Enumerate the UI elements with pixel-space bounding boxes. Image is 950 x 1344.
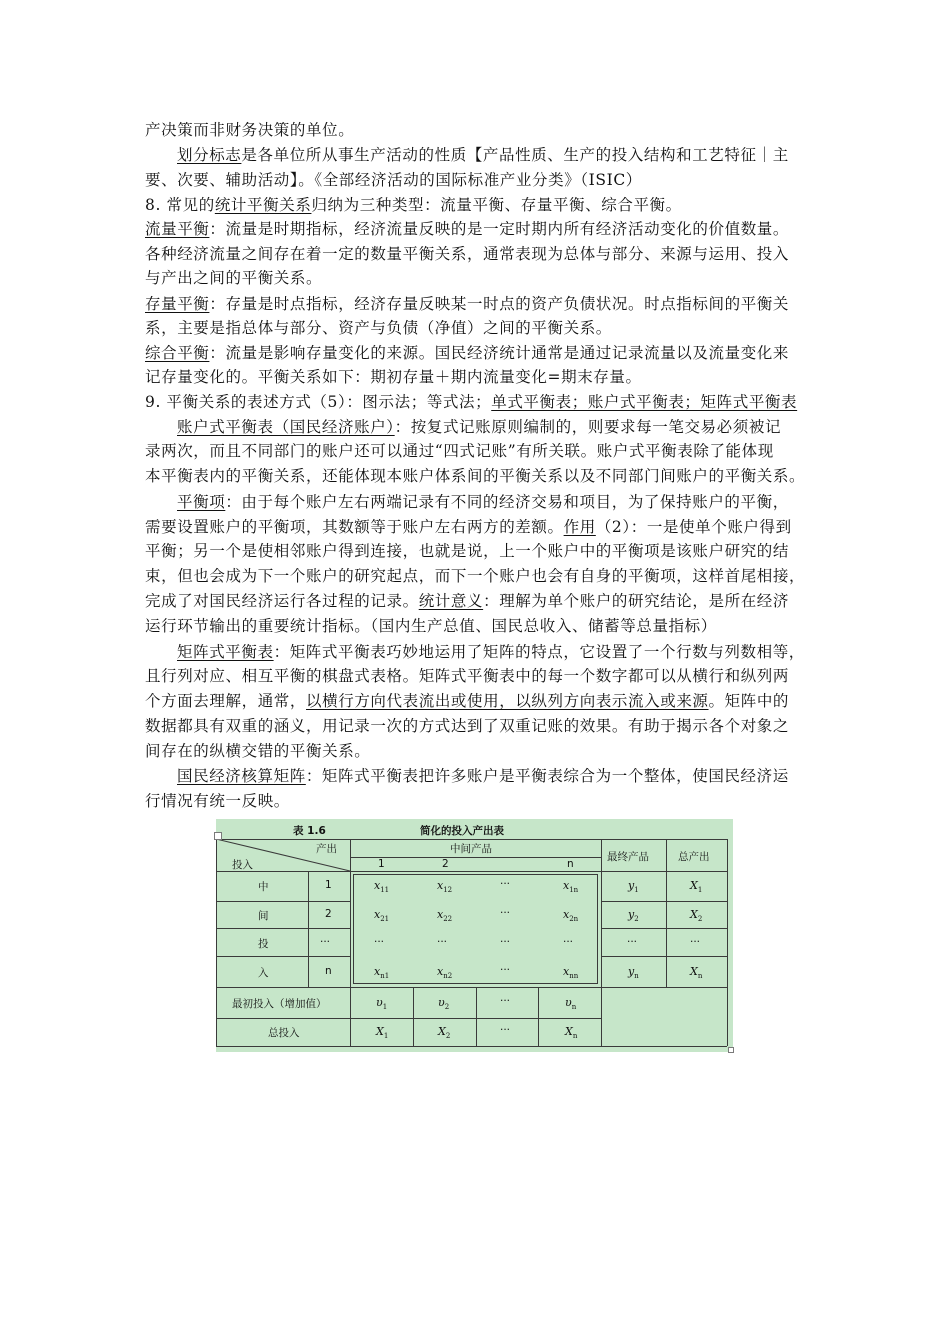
text-line: 系，主要是指总体与部分、资产与负债（净值）之间的平衡关系。 — [145, 319, 612, 337]
term-row-column-meaning: 以横行方向代表流出或使用，以纵列方向表示流入或来源 — [306, 692, 709, 710]
row-index: 1 — [325, 879, 332, 891]
corner-input-label: 投入 — [232, 859, 253, 871]
table-rule — [538, 987, 539, 1046]
term-matrix-balance-table: 矩阵式平衡表 — [177, 643, 274, 661]
table-rule — [601, 928, 727, 929]
cell-xn1: $x_{n1}$ — [374, 965, 390, 981]
total-output-header: 总产出 — [678, 851, 710, 863]
intermediate-products-header: 中间产品 — [450, 843, 492, 855]
term-stock-balance: 存量平衡 — [145, 295, 210, 313]
text-line: 记存量变化的。平衡关系如下：期初存量＋期内流量变化=期末存量。 — [145, 368, 642, 386]
table-rule — [216, 928, 351, 929]
text-line: 平衡；另一个是使相邻账户得到连接，也就是说，上一个账户中的平衡项是该账户研究的结 — [145, 542, 790, 560]
text-line: 8. 常见的统计平衡关系归纳为三种类型：流量平衡、存量平衡、综合平衡。 — [145, 196, 682, 214]
text-line: 且行列对应、相互平衡的棋盘式表格。矩阵式平衡表中的每一个数字都可以从横行和纵列两 — [145, 667, 790, 685]
cell-dots: ··· — [690, 936, 701, 948]
cell-tX1: $X_1$ — [376, 1025, 389, 1041]
term-balance-table-types: 单式平衡表；账户式平衡表；矩阵式平衡表 — [491, 393, 798, 411]
text-line: 账户式平衡表（国民经济账户）：按复式记账原则编制的，则要求每一笔交易必须被记 — [177, 418, 782, 436]
cell-dots: ··· — [500, 964, 511, 976]
table-rule — [308, 871, 309, 987]
table-rule — [216, 901, 351, 902]
cell-y2: $y_2$ — [628, 908, 639, 924]
cell-dots: ··· — [500, 936, 511, 948]
matrix-frame — [353, 874, 598, 984]
cell-dots: ··· — [500, 1024, 511, 1036]
cell-X2: $X_2$ — [690, 908, 703, 924]
corner-output-label: 产出 — [316, 843, 337, 855]
table-rule — [216, 987, 727, 988]
text-line: 个方面去理解，通常，以横行方向代表流出或使用，以纵列方向表示流入或来源。矩阵中的 — [145, 692, 790, 710]
cell-x22: $x_{22}$ — [437, 908, 453, 924]
row-index: ··· — [320, 936, 331, 948]
cell-xn2: $x_{n2}$ — [437, 965, 453, 981]
table-rule — [727, 839, 728, 1046]
row-group-char: 投 — [258, 938, 269, 950]
text-line: 流量平衡：流量是时期指标，经济流量反映的是一定时期内所有经济活动变化的价值数量。 — [145, 220, 790, 238]
text-line: 本平衡表内的平衡关系，还能体现本账户体系间的平衡关系以及不同部门间账户的平衡关系。 — [145, 467, 806, 485]
text-line: 划分标志是各单位所从事生产活动的性质【产品性质、生产的投入结构和工艺特征｜主 — [177, 146, 789, 164]
cell-dots: ··· — [563, 936, 574, 948]
col-header-1: 1 — [378, 858, 385, 870]
cell-dots: ··· — [500, 878, 511, 890]
final-products-header: 最终产品 — [607, 851, 649, 863]
text-line: 束，但也会成为下一个账户的研究起点，而下一个账户也会有自身的平衡项，这样首尾相接， — [145, 567, 806, 585]
cell-tXn: $X_n$ — [565, 1025, 578, 1041]
term-classification-mark: 划分标志 — [177, 146, 242, 164]
text-line: 录两次，而且不同部门的账户还可以通过“四式记账”有所关联。账户式平衡表除了能体现 — [145, 442, 774, 460]
row-group-char: 入 — [258, 967, 269, 979]
cell-v1: $\upsilon_1$ — [376, 996, 388, 1012]
term-account-balance-table: 账户式平衡表（国民经济账户） — [177, 418, 395, 436]
input-output-table — [216, 819, 733, 1052]
term-national-accounts-matrix: 国民经济核算矩阵 — [177, 767, 306, 785]
cell-dots: ··· — [500, 907, 511, 919]
cell-dots: ··· — [627, 936, 638, 948]
row-group-char: 间 — [258, 910, 269, 922]
cell-xnn: $x_{nn}$ — [563, 965, 579, 981]
table-rule — [413, 987, 414, 1046]
cell-dots: ··· — [500, 995, 511, 1007]
term-comprehensive-balance: 综合平衡 — [145, 344, 210, 362]
table-rule — [601, 901, 727, 902]
table-rule — [666, 839, 667, 987]
cell-x2n: $x_{2n}$ — [563, 908, 579, 924]
table-rule — [601, 839, 602, 1046]
text-line: 矩阵式平衡表：矩阵式平衡表巧妙地运用了矩阵的特点，它设置了一个行数与列数相等， — [177, 643, 805, 661]
row-index: n — [325, 965, 332, 977]
term-flow-balance: 流量平衡 — [145, 220, 210, 238]
cell-yn: $y_n$ — [628, 965, 639, 981]
text-line: 综合平衡：流量是影响存量变化的来源。国民经济统计通常是通过记录流量以及流量变化来 — [145, 344, 790, 362]
text-line: 产决策而非财务决策的单位。 — [145, 121, 355, 139]
text-line: 国民经济核算矩阵：矩阵式平衡表把许多账户是平衡表综合为一个整体，使国民经济运 — [177, 767, 789, 785]
table-rule — [601, 956, 727, 957]
cell-dots: ··· — [374, 936, 385, 948]
table-rule — [350, 857, 601, 858]
cell-x11: $x_{11}$ — [374, 879, 390, 895]
table-rule — [476, 987, 477, 1046]
text-line: 运行环节输出的重要统计指标。（国内生产总值、国民总收入、储蓄等总量指标） — [145, 617, 717, 635]
text-line: 数据都具有双重的涵义，用记录一次的方式达到了双重记账的效果。有助于揭示各个对象之 — [145, 717, 790, 735]
cell-Xn: $X_n$ — [690, 965, 703, 981]
text-line: 平衡项：由于每个账户左右两端记录有不同的经济交易和项目，为了保持账户的平衡， — [177, 493, 789, 511]
cell-x21: $x_{21}$ — [374, 908, 390, 924]
table-rule — [216, 1046, 727, 1047]
text-line: 行情况有统一反映。 — [145, 792, 290, 810]
table-move-handle-icon[interactable] — [214, 832, 222, 840]
text-line: 要、次要、辅助活动】。《全部经济活动的国际标准产业分类》（ISIC） — [145, 171, 642, 189]
term-balancing-item: 平衡项 — [177, 493, 226, 511]
cell-v2: $\upsilon_2$ — [438, 996, 450, 1012]
cell-vn: $\upsilon_n$ — [565, 996, 577, 1012]
text-line: 与产出之间的平衡关系。 — [145, 269, 323, 287]
col-header-2: 2 — [442, 858, 449, 870]
text-line: 存量平衡：存量是时点指标，经济存量反映某一时点的资产负债状况。时点指标间的平衡关 — [145, 295, 790, 313]
primary-input-label: 最初投入（增加值） — [232, 998, 327, 1010]
row-group-char: 中 — [258, 881, 269, 893]
cell-X1: $X_1$ — [690, 879, 703, 895]
text-line: 完成了对国民经济运行各过程的记录。统计意义：理解为单个账户的研究结论，是所在经济 — [145, 592, 790, 610]
text-line: 9. 平衡关系的表述方式（5）：图示法；等式法；单式平衡表；账户式平衡表；矩阵式平衡表 — [145, 393, 798, 411]
total-input-label: 总投入 — [268, 1027, 300, 1039]
cell-tX2: $X_2$ — [438, 1025, 451, 1041]
table-title: 简化的投入产出表 — [420, 825, 504, 837]
text-line: 间存在的纵横交错的平衡关系。 — [145, 742, 371, 760]
col-header-n: n — [567, 858, 574, 870]
row-index: 2 — [325, 908, 332, 920]
term-function: 作用 — [563, 518, 596, 536]
text-line: 各种经济流量之间存在着一定的数量平衡关系，通常表现为总体与部分、来源与运用、投入 — [145, 245, 790, 263]
cell-x1n: $x_{1n}$ — [563, 879, 579, 895]
term-statistical-meaning: 统计意义 — [418, 592, 484, 610]
cell-x12: $x_{12}$ — [437, 879, 453, 895]
cell-y1: $y_1$ — [628, 879, 639, 895]
term-statistical-balance: 统计平衡关系 — [214, 196, 312, 214]
table-number: 表 1.6 — [293, 825, 326, 837]
text-line: 需要设置账户的平衡项，其数额等于账户左右两方的差额。作用（2）：一是使单个账户得到 — [145, 518, 792, 536]
table-rule — [216, 956, 351, 957]
table-rule — [216, 1018, 601, 1019]
table-resize-handle-icon[interactable] — [728, 1047, 734, 1053]
cell-dots: ··· — [437, 936, 448, 948]
